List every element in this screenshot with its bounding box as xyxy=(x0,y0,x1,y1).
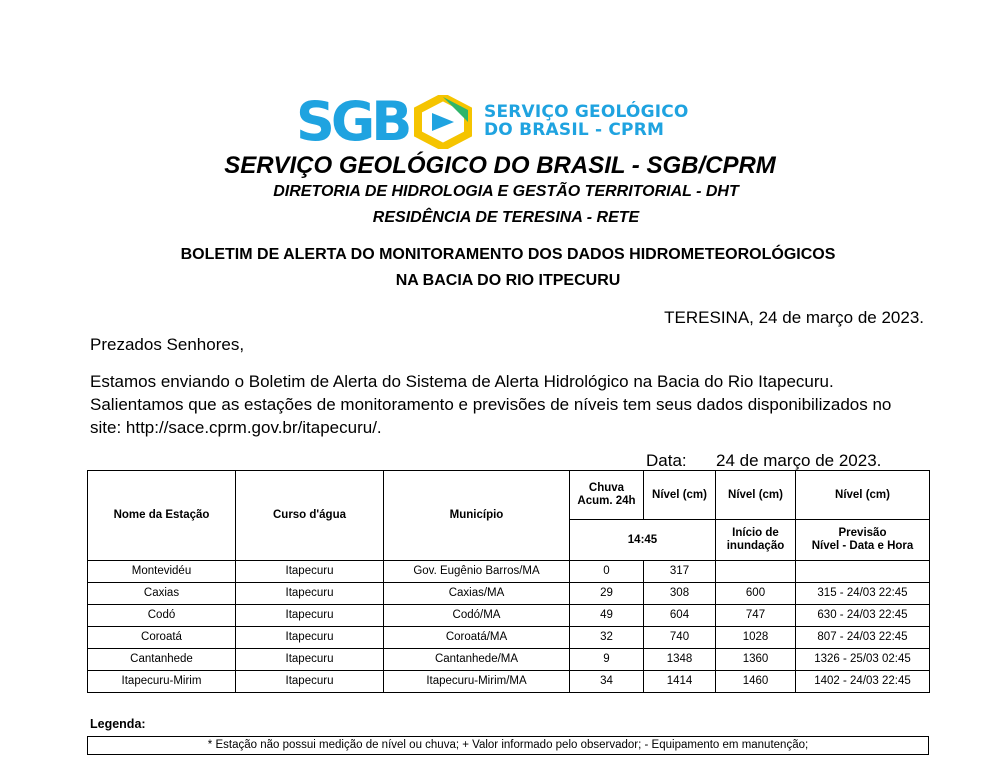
cell-flood: 1360 xyxy=(716,649,796,671)
cell-municipality: Coroatá/MA xyxy=(384,627,570,649)
cell-level: 740 xyxy=(644,627,716,649)
cell-forecast: 315 - 24/03 22:45 xyxy=(796,583,930,605)
table-date-value: 24 de março de 2023. xyxy=(716,451,882,470)
cell-station: Cantanhede xyxy=(88,649,236,671)
table-row xyxy=(88,671,930,693)
cell-river: Itapecuru xyxy=(236,583,384,605)
cell-river: Itapecuru xyxy=(236,671,384,693)
header-rain: Chuva Acum. 24h xyxy=(570,471,644,520)
cell-municipality: Codó/MA xyxy=(384,605,570,627)
cell-flood xyxy=(716,561,796,583)
cell-forecast: 1326 - 25/03 02:45 xyxy=(796,649,930,671)
cell-municipality: Itapecuru-Mirim/MA xyxy=(384,671,570,693)
logo-hexagon-icon xyxy=(414,95,472,149)
cell-station: Codó xyxy=(88,605,236,627)
cell-flood: 747 xyxy=(716,605,796,627)
cell-rain: 34 xyxy=(570,671,644,693)
legend-label: Legenda: xyxy=(90,717,146,731)
cell-flood: 600 xyxy=(716,583,796,605)
cell-forecast: 807 - 24/03 22:45 xyxy=(796,627,930,649)
header-river: Curso d'água xyxy=(236,471,384,561)
header-title: SERVIÇO GEOLÓGICO DO BRASIL - SGB/CPRM xyxy=(224,152,776,179)
cell-rain: 49 xyxy=(570,605,644,627)
header-level: Nível (cm) xyxy=(644,471,716,520)
logo-line-2: DO BRASIL - CPRM xyxy=(484,120,665,140)
cell-municipality: Caxias/MA xyxy=(384,583,570,605)
table-row xyxy=(88,627,930,649)
header-forecast-sub: Nível - Data e Hora xyxy=(811,540,914,552)
table-date-label: Data: xyxy=(646,451,687,470)
cell-forecast: 1402 - 24/03 22:45 xyxy=(796,671,930,693)
cell-rain: 9 xyxy=(570,649,644,671)
cell-rain: 0 xyxy=(570,561,644,583)
header-municipality: Município xyxy=(384,471,570,561)
cell-level: 1348 xyxy=(644,649,716,671)
header-flood-level: Nível (cm) xyxy=(716,471,796,520)
greeting: Prezados Senhores, xyxy=(90,335,245,354)
logo-acronym: SGB xyxy=(296,90,409,153)
header-forecast-level: Nível (cm) xyxy=(796,471,930,520)
stations-table xyxy=(87,470,930,693)
table-row xyxy=(88,649,930,671)
header-directorate: DIRETORIA DE HIDROLOGIA E GESTÃO TERRITORIAL - DHT xyxy=(273,183,739,200)
header-forecast-title: Previsão xyxy=(838,527,887,539)
cell-rain: 29 xyxy=(570,583,644,605)
table-row xyxy=(88,605,930,627)
cell-river: Itapecuru xyxy=(236,649,384,671)
cell-level: 1414 xyxy=(644,671,716,693)
cell-station: Montevidéu xyxy=(88,561,236,583)
cell-level: 308 xyxy=(644,583,716,605)
cell-flood: 1460 xyxy=(716,671,796,693)
cell-municipality: Cantanhede/MA xyxy=(384,649,570,671)
logo-line-1: SERVIÇO GEOLÓGICO xyxy=(484,102,689,122)
cell-river: Itapecuru xyxy=(236,561,384,583)
cell-flood: 1028 xyxy=(716,627,796,649)
sgb-logo xyxy=(296,90,716,153)
header-residence: RESIDÊNCIA DE TERESINA - RETE xyxy=(372,209,640,226)
cell-station: Caxias xyxy=(88,583,236,605)
cell-level: 317 xyxy=(644,561,716,583)
place-date: TERESINA, 24 de março de 2023. xyxy=(664,308,924,327)
letter-body: Estamos enviando o Boletim de Alerta do Sistema de Alerta Hidrológico na Bacia do Rio Itapecuru. Salientamos que as estações de monitoramento e previsões de níveis tem seus dados disponibilizados no site: http://sace.cprm.gov.br/itapecuru/. xyxy=(90,372,892,437)
cell-station: Coroatá xyxy=(88,627,236,649)
logo-wordmark xyxy=(484,103,689,139)
cell-station: Itapecuru-Mirim xyxy=(88,671,236,693)
header-forecast xyxy=(796,520,930,561)
legend-text: * Estação não possui medição de nível ou chuva; + Valor informado pelo observador; - Equipamento em manutenção; xyxy=(87,736,929,755)
table-row xyxy=(88,561,930,583)
cell-river: Itapecuru xyxy=(236,627,384,649)
cell-river: Itapecuru xyxy=(236,605,384,627)
cell-rain: 32 xyxy=(570,627,644,649)
table-row xyxy=(88,583,930,605)
cell-forecast: 630 - 24/03 22:45 xyxy=(796,605,930,627)
table-header-row xyxy=(88,471,930,520)
bulletin-title-line-1: BOLETIM DE ALERTA DO MONITORAMENTO DOS DADOS HIDROMETEOROLÓGICOS xyxy=(180,246,836,263)
header-flood-start: Início de inundação xyxy=(716,520,796,561)
header-time: 14:45 xyxy=(570,520,716,561)
bulletin-title-line-2: NA BACIA DO RIO ITPECURU xyxy=(395,272,621,289)
cell-level: 604 xyxy=(644,605,716,627)
cell-forecast xyxy=(796,561,930,583)
header-station: Nome da Estação xyxy=(88,471,236,561)
cell-municipality: Gov. Eugênio Barros/MA xyxy=(384,561,570,583)
